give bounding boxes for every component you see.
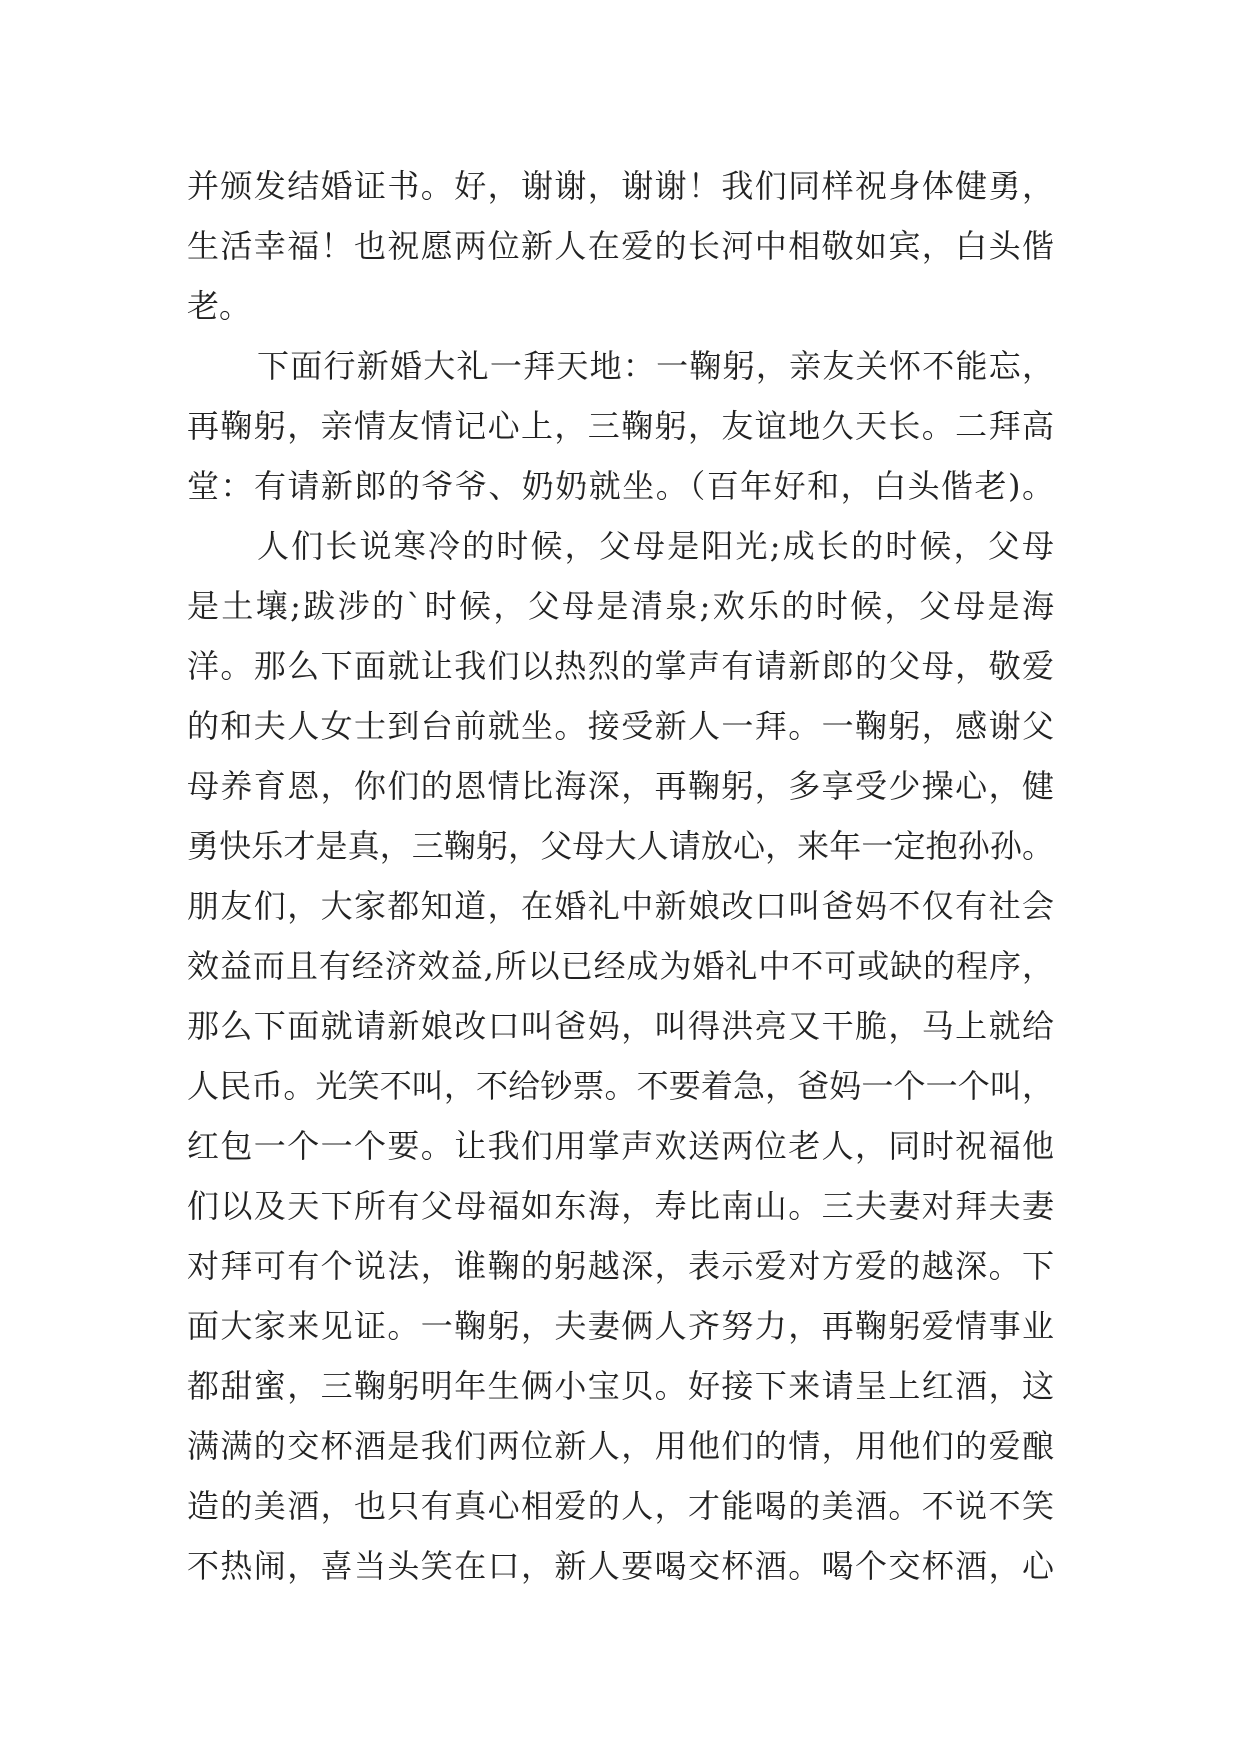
text-line: 对拜可有个说法，谁鞠的躬越深，表示爱对方爱的越深。下	[187, 1247, 1054, 1285]
text-line: 母养育恩，你们的恩情比海深，再鞠躬，多享受少操心，健	[187, 767, 1054, 805]
text-line: 面大家来见证。一鞠躬，夫妻俩人齐努力，再鞠躬爱情事业	[187, 1307, 1054, 1345]
body-text	[187, 156, 1054, 1596]
text-line: 满满的交杯酒是我们两位新人，用他们的情，用他们的爱酿	[187, 1427, 1054, 1465]
text-line: 并颁发结婚证书。好，谢谢，谢谢！我们同样祝身体健勇，	[187, 167, 1054, 205]
text-line: 再鞠躬，亲情友情记心上，三鞠躬，友谊地久天长。二拜高	[187, 407, 1054, 445]
text-line: 红包一个一个要。让我们用掌声欢送两位老人，同时祝福他	[187, 1127, 1054, 1165]
text-line: 堂：有请新郎的爷爷、奶奶就坐。（百年好和，白头偕老)。	[187, 467, 1054, 505]
text-line: 不热闹，喜当头笑在口，新人要喝交杯酒。喝个交杯酒，心	[187, 1547, 1054, 1585]
text-line: 人民币。光笑不叫，不给钞票。不要着急，爸妈一个一个叫，	[187, 1067, 1054, 1105]
text-line: 那么下面就请新娘改口叫爸妈，叫得洪亮又干脆，马上就给	[187, 1007, 1054, 1045]
text-line: 都甜蜜，三鞠躬明年生俩小宝贝。好接下来请呈上红酒，这	[187, 1367, 1054, 1405]
text-line: 生活幸福！也祝愿两位新人在爱的长河中相敬如宾，白头偕	[187, 227, 1054, 265]
text-line: 们以及天下所有父母福如东海，寿比南山。三夫妻对拜夫妻	[187, 1187, 1054, 1225]
text-line: 效益而且有经济效益,所以已经成为婚礼中不可或缺的程序，	[187, 947, 1054, 985]
text-line: 的和夫人女士到台前就坐。接受新人一拜。一鞠躬，感谢父	[187, 707, 1054, 745]
text-line: 造的美酒，也只有真心相爱的人，才能喝的美酒。不说不笑	[187, 1487, 1054, 1525]
text-line: 勇快乐才是真，三鞠躬，父母大人请放心，来年一定抱孙孙。	[187, 827, 1054, 865]
text-line: 人们长说寒冷的时候，父母是阳光;成长的时候，父母	[257, 527, 1054, 565]
text-line: 洋。那么下面就让我们以热烈的掌声有请新郎的父母，敬爱	[187, 647, 1054, 685]
text-line: 下面行新婚大礼一拜天地：一鞠躬，亲友关怀不能忘，	[257, 347, 1054, 385]
text-line: 老。	[187, 287, 252, 325]
text-line: 是土壤;跋涉的`时候，父母是清泉;欢乐的时候，父母是海	[187, 587, 1054, 625]
text-line: 朋友们，大家都知道，在婚礼中新娘改口叫爸妈不仅有社会	[187, 887, 1054, 925]
